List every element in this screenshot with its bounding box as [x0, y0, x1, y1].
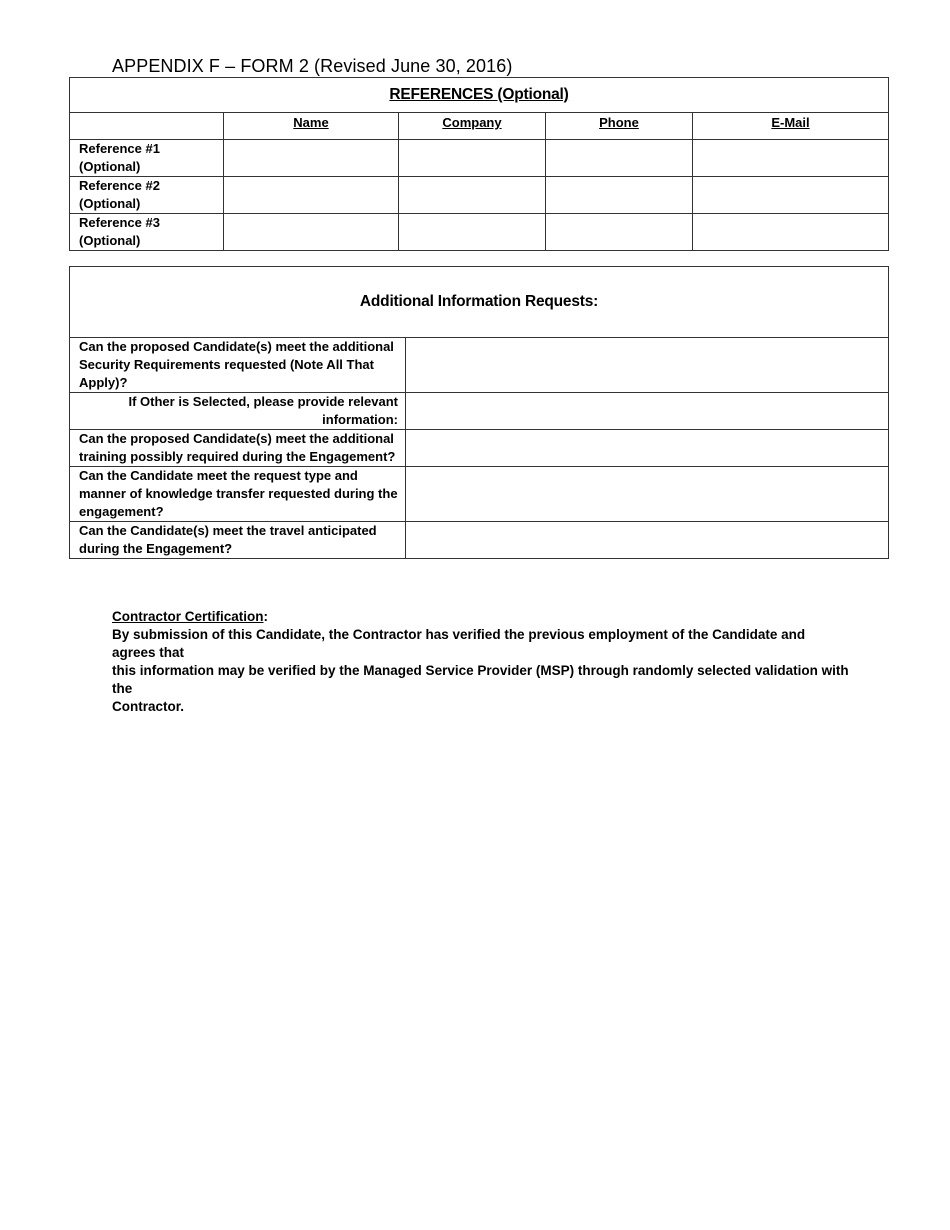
certification-heading: Contractor Certification — [112, 609, 264, 624]
question-additional-training: Can the proposed Candidate(s) meet the additional training possibly required during the Engagement? — [70, 430, 406, 467]
reference-2-name-field[interactable] — [224, 177, 399, 214]
reference-1-company-field[interactable] — [399, 140, 546, 177]
table-row — [70, 467, 889, 522]
reference-3-phone-field[interactable] — [546, 214, 693, 251]
certification-text-line: By submission of this Candidate, the Contractor has verified the previous employment of the Candidate and agrees that — [112, 627, 806, 660]
question-security-requirements: Can the proposed Candidate(s) meet the additional Security Requirements requested (Note All That Apply)? — [70, 338, 406, 393]
column-header-email: E-Mail — [693, 113, 889, 140]
table-row — [70, 214, 889, 251]
reference-1-name-field[interactable] — [224, 140, 399, 177]
answer-travel-field[interactable] — [406, 522, 889, 559]
column-header-company: Company — [399, 113, 546, 140]
certification-text-line: Contractor. — [112, 699, 185, 714]
blank-header-cell — [70, 113, 224, 140]
table-row — [70, 522, 889, 559]
additional-info-heading: Additional Information Requests: — [359, 293, 599, 310]
reference-1-phone-field[interactable] — [546, 140, 693, 177]
reference-3-name-field[interactable] — [224, 214, 399, 251]
reference-2-company-field[interactable] — [399, 177, 546, 214]
table-row — [70, 177, 889, 214]
reference-3-company-field[interactable] — [399, 214, 546, 251]
reference-3-label: Reference #3 (Optional) — [70, 214, 224, 251]
reference-1-email-field[interactable] — [693, 140, 889, 177]
table-row — [70, 393, 889, 430]
table-row — [70, 430, 889, 467]
reference-2-email-field[interactable] — [693, 177, 889, 214]
certification-heading-line — [112, 608, 852, 626]
references-heading: REFERENCES (Optional) — [389, 86, 569, 103]
contractor-certification — [112, 608, 852, 716]
table-row — [70, 338, 889, 393]
table-row — [70, 140, 889, 177]
references-heading-cell — [70, 78, 889, 113]
answer-additional-training-field[interactable] — [406, 430, 889, 467]
references-table — [69, 77, 889, 251]
certification-heading-colon: : — [263, 609, 269, 624]
additional-info-heading-cell — [70, 267, 889, 338]
additional-info-table — [69, 266, 889, 559]
answer-security-requirements-field[interactable] — [406, 338, 889, 393]
reference-3-email-field[interactable] — [693, 214, 889, 251]
reference-1-label: Reference #1 (Optional) — [70, 140, 224, 177]
question-other-information: If Other is Selected, please provide relevant information: — [70, 393, 406, 430]
column-header-phone: Phone — [546, 113, 693, 140]
question-travel: Can the Candidate(s) meet the travel anticipated during the Engagement? — [70, 522, 406, 559]
form-title: APPENDIX F – FORM 2 (Revised June 30, 2016) — [112, 56, 513, 76]
question-knowledge-transfer: Can the Candidate meet the request type and manner of knowledge transfer requested during the engagement? — [70, 467, 406, 522]
reference-2-label: Reference #2 (Optional) — [70, 177, 224, 214]
answer-knowledge-transfer-field[interactable] — [406, 467, 889, 522]
reference-2-phone-field[interactable] — [546, 177, 693, 214]
answer-other-information-field[interactable] — [406, 393, 889, 430]
certification-text-line: this information may be verified by the Managed Service Provider (MSP) through randomly selected validation with the — [112, 663, 849, 696]
column-header-name: Name — [224, 113, 399, 140]
